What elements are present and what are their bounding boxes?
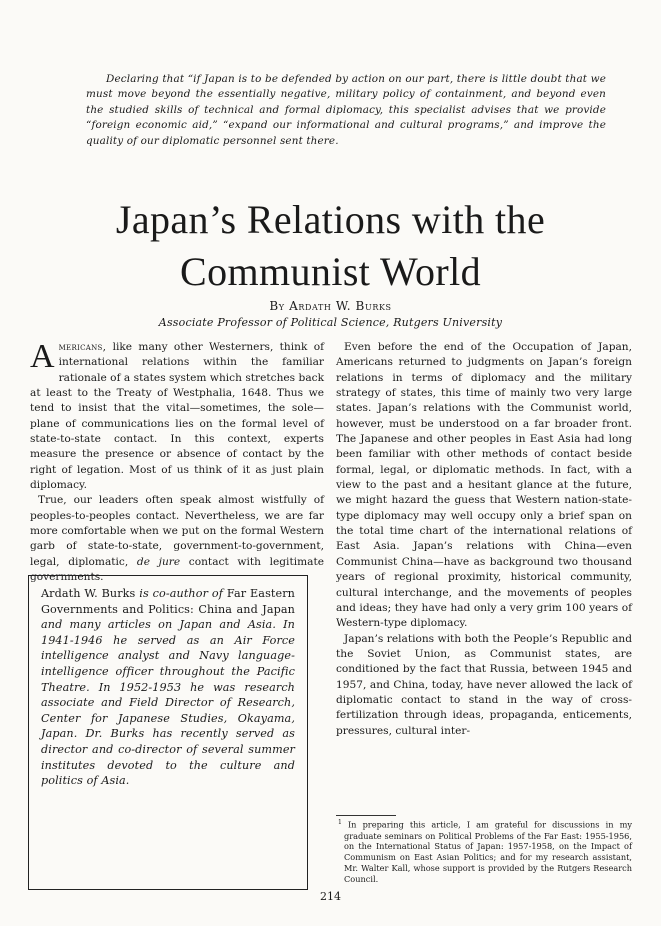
footnote-rule [336, 815, 396, 816]
abstract: Declaring that “if Japan is to be defended by action on our part, there is little doubt that we must move beyond the essentially negative, military policy of containment, and beyond even the studied skills of technical and formal diplomacy, this specialist advises that we provide “foreign economic aid,” “expand our informational and cultural programs,” and improve the quality of our diplomatic personnel sent there. [86, 73, 606, 147]
left-paragraph-2-a: True, our leaders often speak almost wistfully of peoples-to-peoples contact. Nevertheless, we are far more comfortable when we put on the formal Western garb of state-to-state, government-to-government, legal, diplomatic, [30, 494, 324, 568]
footnote-marker: 1 [338, 819, 342, 826]
left-paragraph-2 [30, 493, 324, 585]
footnote-text: In preparing this article, I am grateful for discussions in my graduate seminars on Political Problems of the Far East: 1955-1956, on the International Status of Japan: 1957-1958, on the Impact of Communism on East Asian Politics; and for my research assistant, Mr. Walter Kall, whose support is provided by the Rutgers Research Council. [341, 819, 632, 884]
left-column [30, 340, 324, 586]
author-bio-text [41, 586, 295, 789]
footnote [336, 818, 632, 885]
author-name: Ardath W. Burks [289, 299, 392, 313]
right-paragraph-2: Japan’s relations with both the People’s Republic and the Soviet Union, as Communist states, are conditioned by the fact that Russia, between 1945 and 1957, and China, today, have never allowed the lack of diplomatic contact to stand in the way of cross-fertilization through ideas, propaganda, enticements, pressures, cultural inter- [336, 632, 632, 737]
left-paragraph-1-text: like many other Westerners, think of international relations within the familiar rationale of a states system which stretches back at least to the Treaty of Westphalia, 1648. Thus we tend to insist that the vital—sometimes, the sole—plane of communications lies on the formal level of state-to-state contact. In this context, experts measure the presence or absence of contact by the right of legation. Most of us think of it as just plain diplomacy. [30, 341, 324, 492]
byline [0, 299, 661, 313]
right-paragraph-1: Even before the end of the Occupation of Japan, Americans returned to judgments on Japan’s foreign relations in terms of diplomacy and the military strategy of states, this time of mainly two very large states. Japan’s relations with the Communist world, however, must be understood on a far broader front. The Japanese and other peoples in East Asia had long been familiar with other methods of contact beside formal, legal, or diplomatic methods. In fact, with a view to the past and a hesitant glance at the future, we might hazard the guess that Western nation-state-type diplomacy may well occupy only a brief span on the total time chart of the international relations of East Asia. Japan’s relations with China—even Communist China—have as background two thousand years of regional proximity, historical community, cultural interchange, and the movements of peoples and ideas; they have had only a very grim 100 years of Western-type diplomacy. [336, 341, 632, 630]
bio-coauthor: is co-author of [135, 587, 227, 600]
article-title-line-1: Japan’s Relations with the [115, 197, 546, 242]
byline-prefix: By [269, 299, 285, 313]
page-number: 214 [320, 890, 341, 903]
right-column [336, 340, 632, 739]
lead-smallcaps: mericans, [58, 341, 107, 353]
left-paragraph-2-italic: de jure [136, 555, 181, 568]
author-affiliation: Associate Professor of Political Science, Rutgers University [158, 316, 503, 329]
left-paragraph-2-b: contact with legitimate governments. [30, 555, 324, 584]
article-title-line-2: Communist World [180, 249, 481, 294]
left-paragraph-1 [30, 340, 324, 493]
bio-name: Ardath W. Burks [41, 587, 136, 600]
drop-cap: A [30, 338, 55, 375]
bio-rest: and many articles on Japan and Asia. In 1941-1946 he served as an Air Force intelligence analyst and Navy language-intelligence officer throughout the Pacific Theatre. In 1952-1953 he was research associate and Field Director of Research, Center for Japanese Studies, Okayama, Japan. Dr. Burks has recently served as director and co-director of several summer institutes devoted to the culture and politics of Asia. [41, 618, 295, 788]
author-bio-box [28, 575, 308, 890]
bio-book: Far Eastern Governments and Politics: China and Japan [41, 587, 295, 616]
